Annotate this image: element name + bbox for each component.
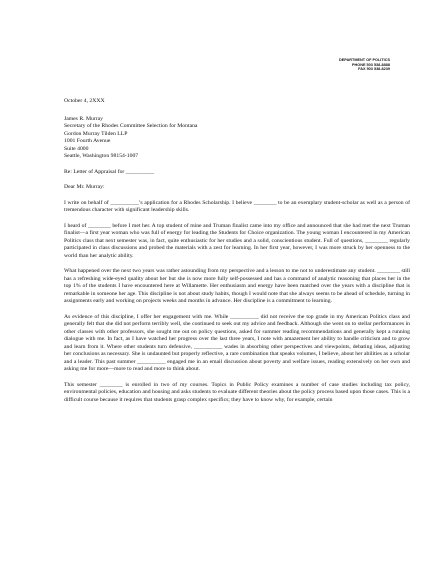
department-name: DEPARTMENT OF POLITICS — [339, 58, 390, 62]
recipient-title: Secretary of the Rhodes Committee Selection for Montana — [64, 123, 198, 130]
letter-date: October 4, 2XXX — [64, 98, 105, 104]
recipient-city: Seattle, Washington 98154-1007 — [64, 153, 139, 160]
recipient-street: 1001 Fourth Avenue — [64, 138, 111, 145]
recipient-suite: Suite 4000 — [64, 145, 89, 152]
recipient-firm: Gordon Murray Tilden LLP — [64, 130, 128, 137]
department-phone: PHONE 503 538-8888 — [352, 62, 390, 67]
body-paragraph-4: As evidence of this discipline, I offer her engagement with me. While __________ did not receive the top grade in my American Politics class and generally felt that she did not perform terribly well, she continued to seek out my advice and feedback. Although she went on to stellar performances in other classes with other professors, she sought me out on policy questions, asked for summer reading recommendations and generally kept a running dialogue with me. In fact, as I have watched her progress over the last three years, I note with amazement her ability to handle criticism and to grow and learn from it. Where other students turn defensive, __________ wades in absorbing other perspectives and viewpoints, debating ideas, adjusting her conclusions as necessary. She is undaunted but properly reflective, a rare combination that speaks volumes, I believe, about her abilities as a scholar and a leader. This past summer __________ engaged me in an email discussion about poverty and welfare issues, reading extensively on her own and asking me for more—more to read and more to think about. — [64, 313, 410, 373]
body-paragraph-5: This semester ________ is enrolled in two of my courses. Topics in Public Policy examines a number of case studies including tax policy, environmental policies, education and housing and asks students to evaluate different theories about the policy process based upon those cases. This is a difficult course because it requires that students grasp complex specifics; they have to know why, for example, certain — [64, 381, 411, 403]
recipient-name: James R. Murray — [64, 115, 104, 122]
department-fax: FAX 503 538-8239 — [358, 67, 390, 72]
recipient-address — [64, 116, 410, 161]
department-letterhead — [339, 58, 390, 72]
body-paragraph-1: I write on behalf of __________’s application for a Rhodes Scholarship. I believe ________ to be an exemplary student-scholar as well as a person of tremendous character with significant leadership skills. — [64, 199, 410, 214]
salutation: Dear Mr. Murray: — [64, 184, 105, 191]
body-paragraph-2: I heard of ________ before I met her. A top student of mine and Truman finalist came into my office and announced that she had met the next Truman finalist—a first year woman who was full of energy for leading the Students for Choice organization. The young woman I encountered in my American Politics class that next semester was, in fact, quite enthusiastic for her studies and a solid, conscientious student. Full of questions, ________ regularly participated in class discussions and probed the materials with a zest for learning. In her first year, however, I was more struck by her openness to the world than her analytic ability. — [64, 222, 410, 259]
body-paragraph-3: What happened over the next two years was rather astounding from my perspective and a lesson to me not to underestimate any student. ________ still has a refreshing wide-eyed quality about her but she is now more fully self-possessed and has a command of analytic reasoning that places her in the top 1% of the students I have encountered here at Willamette. Her enthusiasm and energy have been matched over the years with a discipline that is remarkable in someone her age. This discipline is not about study habits, though I would note that she always seems to be ahead of schedule, turning in assignments early and working on projects weeks and months in advance. Her discipline is a commitment to learning. — [64, 268, 410, 305]
re-line: Re: Letter of Appraisal for __________ — [64, 168, 155, 175]
